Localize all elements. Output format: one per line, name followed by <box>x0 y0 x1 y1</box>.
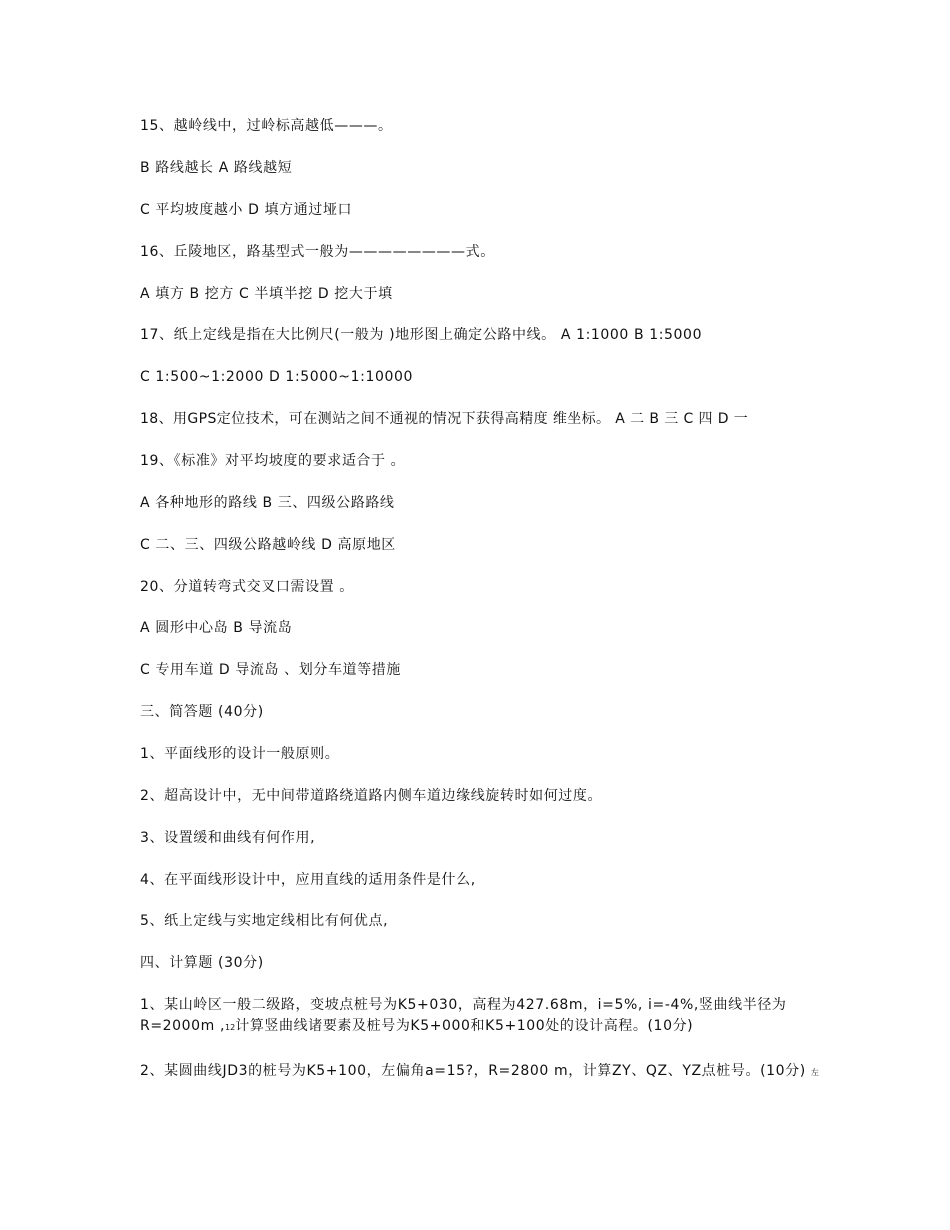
question-20-options-ab: A 圆形中心岛 B 导流岛 <box>140 620 293 636</box>
calculation-1-subscript: 12 <box>225 1023 236 1032</box>
short-answer-1: 1、平面线形的设计一般原则。 <box>140 746 340 762</box>
section-short-answer-heading: 三、简答题 (40分) <box>140 704 264 720</box>
short-answer-4: 4、在平面线形设计中，应用直线的适用条件是什么, <box>140 872 476 888</box>
question-15: 15、越岭线中，过岭标高越低———。 <box>140 118 393 134</box>
question-16: 16、丘陵地区，路基型式一般为————————式。 <box>140 244 495 260</box>
calculation-1-part-a: 1、某山岭区一般二级路，变坡点桩号为K5+030，高程为427.68m，i=5%, i=-4%,竖曲线半径为R=2000m , <box>140 997 787 1034</box>
short-answer-3: 3、设置缓和曲线有何作用, <box>140 830 316 846</box>
section-calculation-heading: 四、计算题 (30分) <box>140 955 264 971</box>
question-17: 17、纸上定线是指在大比例尺(一般为 )地形图上确定公路中线。 A 1:1000 B 1:5000 <box>140 327 703 343</box>
question-20: 20、分道转弯式交叉口需设置 。 <box>140 579 354 595</box>
question-19-options-cd: C 二、三、四级公路越岭线 D 高原地区 <box>140 537 396 553</box>
question-17-options-cd: C 1:500~1:2000 D 1:5000~1:10000 <box>140 369 413 385</box>
question-19: 19、《标准》对平均坡度的要求适合于 。 <box>140 453 406 469</box>
question-18: 18、用GPS定位技术，可在测站之间不通视的情况下获得高精度 维坐标。 A 二 B 三 C 四 D 一 <box>140 411 749 427</box>
short-answer-2: 2、超高设计中，无中间带道路绕道路内侧车道边缘线旋转时如何过度。 <box>140 788 603 804</box>
calculation-2-note: 左 <box>810 1068 819 1077</box>
question-20-options-cd: C 专用车道 D 导流岛 、划分车道等措施 <box>140 662 401 678</box>
calculation-2 <box>140 1061 820 1083</box>
question-16-options: A 填方 B 挖方 C 半填半挖 D 挖大于填 <box>140 286 393 302</box>
question-19-options-ab: A 各种地形的路线 B 三、四级公路路线 <box>140 495 395 511</box>
short-answer-5: 5、纸上定线与实地定线相比有何优点, <box>140 913 389 929</box>
calculation-1-part-b: 计算竖曲线诸要素及桩号为K5+000和K5+100处的设计高程。(10分) <box>235 1018 694 1034</box>
calculation-1 <box>140 995 820 1038</box>
calculation-2-text: 2、某圆曲线JD3的桩号为K5+100，左偏角a=15?，R=2800 m，计算ZY、QZ、YZ点桩号。(10分) <box>140 1063 806 1079</box>
question-15-options-ab: B 路线越长 A 路线越短 <box>140 160 293 176</box>
question-15-options-cd: C 平均坡度越小 D 填方通过垭口 <box>140 202 353 218</box>
